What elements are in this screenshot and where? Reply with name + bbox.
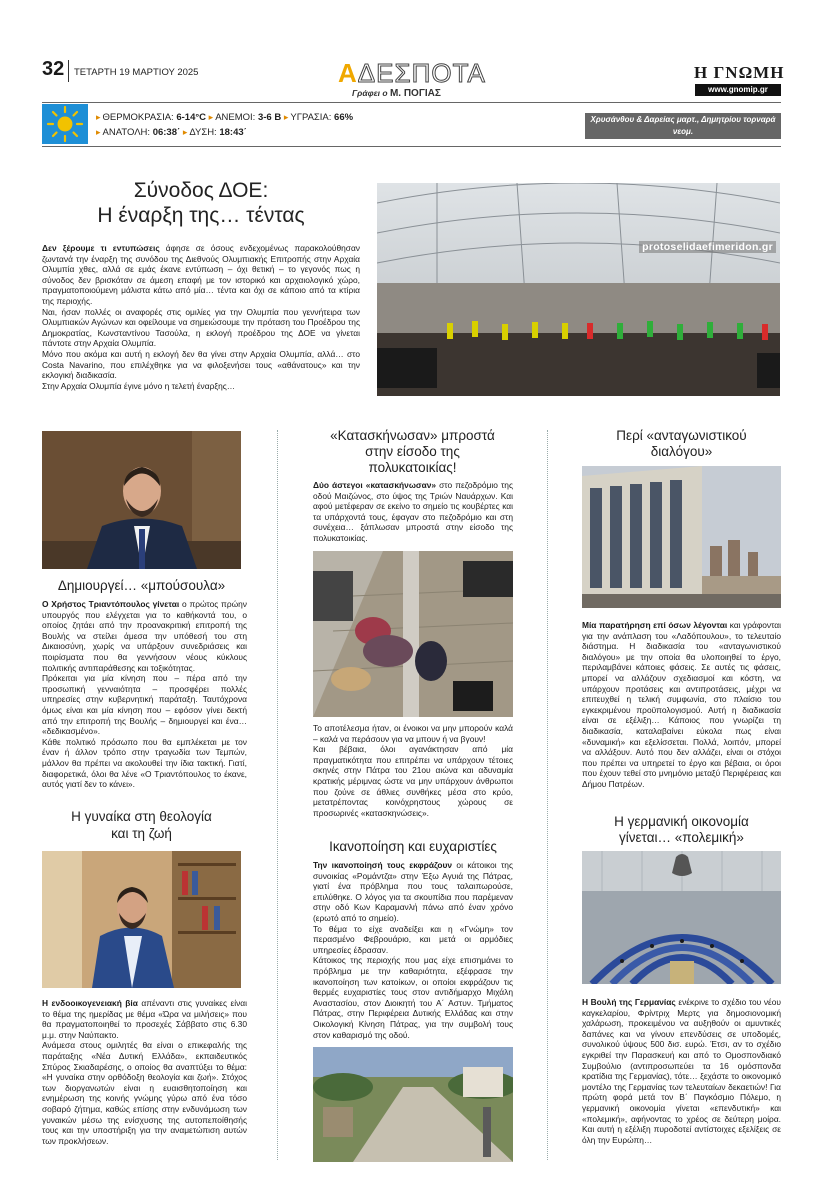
paper-logo: Η ΓΝΩΜΗ bbox=[694, 63, 785, 82]
article-body bbox=[42, 998, 247, 1146]
weather-row-1 bbox=[96, 112, 353, 123]
lead-paragraph: Στην Αρχαία Ολυμπία έγινε μόνο η τελετή έναρξης… bbox=[42, 380, 236, 391]
article-title bbox=[582, 428, 781, 460]
lead-paragraph: Μόνο που ακόμα και αυτή η εκλογή δεν θα γίνει στην Αρχαία Ολυμπία, αλλά… στο Costa Navarino, που επιλέχθηκε για να φιλοξενήσει τους «αθάνατους» και την εκλογική διαδικασία. bbox=[42, 348, 360, 381]
lead-in: Την ικανοποίησή τους εκφράζουν bbox=[313, 860, 453, 870]
sunrise-label: ΑΝΑΤΟΛΗ: bbox=[102, 127, 151, 138]
lead-in: Η Βουλή της Γερμανίας bbox=[582, 997, 676, 1007]
bullet-arrow-icon: ▸ bbox=[96, 112, 101, 122]
lead-in: Ο Χρήστος Τριαντόπουλος γίνεται bbox=[42, 599, 180, 609]
column-divider bbox=[277, 430, 278, 1160]
article-paragraph: Το θέμα το είχε αναδείξει και η «Γνώμη» τον περασμένο Φεβρουάριο, και μετά οι αρμόδιες υπηρεσίες έδρασαν. bbox=[313, 923, 513, 955]
article-title bbox=[313, 428, 512, 476]
byline bbox=[352, 88, 441, 99]
article-title: Δημιουργεί… «μπούσουλα» bbox=[57, 578, 226, 593]
article-paragraph: Ανάμεσα στους ομιλητές θα είναι ο επικεφαλής της παράταξης «Νέα Δυτική Ελλάδα», εκπαιδευτικός Σπύρος Σκιαδαρέσης, ο οποίος θα αναπτύξει το θέμα: «Η γυναίκα στην ορθόδοξη θεολογία και ζωή». Στόχος των διοργανωτών είναι η ευαισθητοποίηση και ενημέρωση της κοινής γνώμης γύρω από ένα τόσο σοβαρό ζήτημα, καθώς επίσης στην ενδυνάμωση των γυναικών μέσω της ενίσχυσης της αυτοπεποίθησής τους και την υποστήριξη για την αναμετώπιση αυτών των προκλήσεων. bbox=[42, 1040, 247, 1146]
article-title bbox=[42, 808, 241, 842]
temp-value: 6-14°C bbox=[176, 112, 207, 123]
bundestag-photo bbox=[582, 851, 781, 984]
nameday-box bbox=[585, 113, 781, 139]
lead-in: Μία παρατήρηση επί όσων λέγονται bbox=[582, 620, 728, 630]
lead-title-line-1: Σύνοδος ΔΟΕ: bbox=[133, 179, 269, 202]
humidity-value: 66% bbox=[334, 112, 354, 123]
article-paragraph: Κάθε πολιτικό πρόσωπο που θα εμπλέκεται με τον έναν ή άλλον τρόπο στην τραγωδία των Τεμπών, μάλλον θα πρέπει να ακολουθεί την ίδια τακτική. Γιατί, διαφορετικά, όλοι θα λένε «Ο Τριαντόπουλος το έκανε, αυτός γιατί δεν το κάνει». bbox=[42, 736, 247, 790]
issue-date: ΤΕΤΑΡΤΗ 19 ΜΑΡΤΙΟΥ 2025 bbox=[74, 67, 199, 78]
sunset-label: ΔΥΣΗ: bbox=[189, 127, 217, 138]
article-paragraph: Το αποτέλεσμα ήταν, οι ένοικοι να μην μπορούν καλά – καλά να περάσουν για να μπουν ή να βγουν! bbox=[313, 723, 513, 744]
article-title-line: πολυκατοικίας! bbox=[368, 460, 457, 475]
lead-paragraph: Ναι, ήσαν πολλές οι αναφορές στις ομιλίες για την Ολυμπία που γεννήτειρα των Ολυμπιακών Αγώνων και οφείλουμε να σημειώσουμε την πρόταση του Προέδρου της Δημοκρατίας, Κωνσταντίνου Τασούλα, η εκλογή προέδρου της ΔΟΕ να γίνεται πάντοτε στην Αρχαία Ολυμπία. bbox=[42, 306, 360, 349]
lead-in: Δύο άστεγοι «κατασκήνωσαν» bbox=[313, 480, 437, 490]
article-title: Ικανοποίηση και ευχαριστίες bbox=[329, 839, 497, 854]
sunset-value: 18:43΄ bbox=[219, 127, 247, 138]
header-vertical-rule bbox=[68, 60, 69, 82]
sun-icon bbox=[42, 104, 88, 144]
clean-street-photo bbox=[313, 1047, 513, 1162]
wind-label: ΑΝΕΜΟΙ: bbox=[215, 112, 256, 123]
olympia-tent-photo bbox=[377, 183, 780, 396]
skiadaresis-photo bbox=[42, 851, 241, 988]
byline-name: Μ. ΠΟΓΙΑΣ bbox=[389, 88, 441, 99]
article-paragraph: Η ενδοοικογενειακή βία απέναντι στις γυναίκες είναι το θέμα της ημερίδας με θέμα «Ώρα να μιλήσεις» που θα πραγματοποιηθεί το προσεχές Σάββατο στις 6.30 μ.μ. στην Ναύπακτο. bbox=[42, 998, 247, 1040]
column-title-first-letter: Α bbox=[338, 58, 358, 88]
column-title-rest: ΔΕΣΠΟΤΑ bbox=[357, 58, 486, 88]
article-paragraph: Την ικανοποίησή τους εκφράζουν οι κάτοικοι της συνοικίας «Ρομάντζα» στην Έξω Αγυιά της Πάτρας, γιατί ένα πρόβλημα που τους ταλαιπωρούσε, επιλύθηκε. Ο λόγος για τα σκουπίδια που παρέμεναν στην οδό Κων Καραμανλή πάνω από έναν χρόνο (ερωτό από το σημείο). bbox=[313, 860, 513, 923]
column-divider bbox=[547, 430, 548, 1160]
article-paragraph: Δύο άστεγοι «κατασκήνωσαν» στο πεζοδρόμιο της οδού Μαιζώνος, στο ύψος της Τριών Ναυάρχων. Και αφού μετέφεραν σε εκείνο το σημείο τις κουβέρτες και τα υπάρχοντά τους, έφαγαν στο πεζοδρόμιο και στη συνέχεια… ξάπλωσαν μπροστά στην είσοδο της πολυκατοικίας. bbox=[313, 480, 513, 543]
nameday-text: Χρυσάνθου & Δαρείας μαρτ., Δημητρίου τορναρά νεομ. bbox=[590, 115, 776, 136]
ladopoulos-factory-photo bbox=[582, 466, 781, 608]
article-body bbox=[313, 723, 513, 818]
article-title-line: γίνεται… «πολεμική» bbox=[619, 830, 744, 845]
wind-value: 3-6 Β bbox=[257, 112, 282, 123]
weather-rule bbox=[42, 146, 781, 147]
article-title-line: «Κατασκήνωσαν» μπροστά bbox=[330, 428, 495, 443]
triantopoulos-photo bbox=[42, 431, 241, 569]
temp-label: ΘΕΡΜΟΚΡΑΣΙΑ: bbox=[102, 112, 174, 123]
article-paragraph: Πρόκειται για μία κίνηση που – πέρα από την προσωπική γενναιότητα – προσφέρει πολλές υπηρεσίες στην κυβερνητική παράταξη. Ταυτόχρονα όμως είναι και μία κίνηση που – εφόσον γίνει δεκτή από την επιτροπή της Βουλής – δημιουργεί και ένα… «δεδικασμένο». bbox=[42, 673, 247, 737]
article-body bbox=[582, 620, 781, 790]
article-title-line: Περί «ανταγωνιστικού bbox=[616, 428, 747, 443]
page-number: 32 bbox=[42, 58, 65, 80]
article-title-line: διαλόγου» bbox=[650, 444, 713, 459]
weather-row-2 bbox=[96, 127, 247, 138]
bullet-arrow-icon: ▸ bbox=[96, 127, 101, 137]
article-paragraph: Και βέβαια, όλοι αγανάκτησαν από μία πραγματικότητα που επιτρέπει να υπάρχουν τέτοιες σκηνές στην Πάτρα του 21ου αιώνα και αδυναμία κρατικής μέριμνας ώστε να μην υπάρχουν άνθρωποι που ζούνε σε άθλιες συνθήκες μέσα στο κρύο, μετατρέποντας κοινόχρηστους χώρους σε προσωρινές «κατασκηνώσεις». bbox=[313, 744, 513, 818]
article-title-line: και τη ζωή bbox=[111, 826, 172, 841]
lead-body bbox=[42, 243, 360, 391]
article-paragraph: Η Βουλή της Γερμανίας ενέκρινε το σχέδιο του νέου καγκελαρίου, Φρίντριχ Μερτς για δημοσιονομική χαλάρωση, προκειμένου να αυξηθούν οι αμυντικές δαπάνες και να γίνουν επενδύσεις σε υποδομές, συνολικού ύψους 500 δισ. ευρώ. Έτσι, αν το σχέδιο εγκριθεί την Παρασκευή και από το Ομοσπονδιακό Συμβούλιο (αντιπροσωπεύει τα 16 ομόσπονδα κρατίδια της Γερμανίας), τότε… ξεχάστε το οικονομικό μοντέλο της Γερμανίας των τελευταίων δεκαετιών! Για πρώτη φορά μετά τον Β΄ Παγκόσμιο Πόλεμο, η γερμανική οικονομία γίνεται «επενδυτική» και «πολεμική», αφήνοντας το χρέος σε δεύτερη μοίρα. Και αυτή η εξέλιξη πυροδοτεί αντίστοιχες εξελίξεις σε όλη την Ευρώπη… bbox=[582, 997, 781, 1145]
lead-title bbox=[42, 178, 360, 228]
bullet-arrow-icon: ▸ bbox=[208, 112, 214, 122]
website-url: www.gnomip.gr bbox=[695, 84, 781, 96]
lead-in: Δεν ξέρουμε τι εντυπώσεις bbox=[42, 243, 160, 253]
humidity-label: ΥΓΡΑΣΙΑ: bbox=[290, 112, 332, 123]
article-title-line: στην είσοδο της bbox=[365, 444, 460, 459]
header-rule bbox=[42, 102, 781, 103]
bullet-arrow-icon: ▸ bbox=[182, 127, 188, 137]
lead-in: Η ενδοοικογενειακή βία bbox=[42, 998, 138, 1008]
article-body bbox=[313, 480, 513, 544]
article-title-line: Η γερμανική οικονομία bbox=[614, 814, 749, 829]
article-paragraph: Μία παρατήρηση επί όσων λέγονται και γράφονται για την ανάπλαση του «Λαδόπουλου», το τελευταίο διάστημα. Η διαδικασία του «ανταγωνιστικού διαλόγου» με την οποία θα υλοποιηθεί το έργο, περιλαμβάνει κάποιες φάσεις. Σε αυτές τις φάσεις, μπορεί να αλλάζουν σχεδιασμοί και κόστη, να υπάρχουν προτάσεις και αντιπροτάσεις, μέχρι να επιτευχθεί η τελική συμφωνία, στο πλαίσιο του εγκεκριμένου προϋπολογισμού. Αυτή η διαδικασία είναι σε εξέλιξη… Κάποιος που γνωρίζει τη διαδικασία, καταλαβαίνει εύκολα πως είναι «δυναμική» και εξελίσσεται. Πολλά, λοιπόν, μπορεί να αλλάξουν. Αυτό που δεν αλλάζει, είναι οι στόχοι που πρέπει να υπηρετεί το έργο και βέβαια, οι όροι που έχουν τεθεί στο μνημόνιο μεταξύ Περιφέρειας και Δήμου Πατρέων. bbox=[582, 620, 781, 789]
article-body bbox=[582, 997, 781, 1145]
article-body bbox=[42, 599, 247, 790]
article-paragraph: Κάτοικος της περιοχής που μας είχε επισημάνει το πρόβλημα με την καθαριότητα, εξέφρασε την ικανοποίηση των κατοίκων, οι οποίοι εκφράζουν τις θερμές ευχαριστίες τους στον αντιδήμαρχο Μιχάλη Αναστασίου, στον Διοικητή του Α΄ Αστυν. Τμήματος Πάτρας, στην Περιφέρεια Δυτικής Ελλάδας και στην Οικολογική Κίνηση Πάτρας, για την συμβολή τους στον καθαρισμό της οδού. bbox=[313, 955, 513, 1040]
column-title bbox=[338, 60, 486, 86]
article-paragraph: Ο Χρήστος Τριαντόπουλος γίνεται ο πρώτος πρώην υπουργός που ελέγχεται για το καθήκοντά του, ο οποίος ζητάει από την προανακριτική επιτροπή της Βουλής να στείλει άμεσα την υπόθεσή του στη Δικαιοσύνη, χωρίς να υπάρξουν συνεδριάσεις και ποιρίσματα που θα γεννήσουν νέους κύκλους πολιτικής αντιπαράθεσης και τοξικότητας. bbox=[42, 599, 247, 673]
article-title-line: Η γυναίκα στη θεολογία bbox=[71, 809, 212, 824]
lead-paragraph: Δεν ξέρουμε τι εντυπώσεις άφησε σε όσους ενδεχομένως παρακολούθησαν ζωντανά την έναρξη της συνόδου της Διεθνούς Ολυμπιακής Επιτροπής στην Αρχαία Ολυμπία χθες, αλλά σε εμάς έκανε εντύπωση – όχι θετική – το γεγονός πως η σύνοδος δεν βρισκόταν σε άμεση επαφή με τον ιστορικό και αρχαιολογικό χώρο, πραγματοποιούμενη μάλιστα κάτω από μία… τέντα και όχι σε κάποιο από τα κτίρια της περιοχής. bbox=[42, 243, 360, 306]
homeless-sidewalk-photo bbox=[313, 551, 513, 717]
photo-watermark: protoselidaefimeridon.gr bbox=[639, 241, 776, 253]
bullet-arrow-icon: ▸ bbox=[283, 112, 289, 122]
article-body bbox=[313, 860, 513, 1040]
article-title bbox=[582, 814, 781, 846]
byline-prefix: Γράφει ο bbox=[352, 88, 388, 98]
sunrise-value: 06:38΄ bbox=[152, 127, 181, 138]
lead-title-line-2: Η έναρξη της… τέντας bbox=[97, 204, 305, 227]
